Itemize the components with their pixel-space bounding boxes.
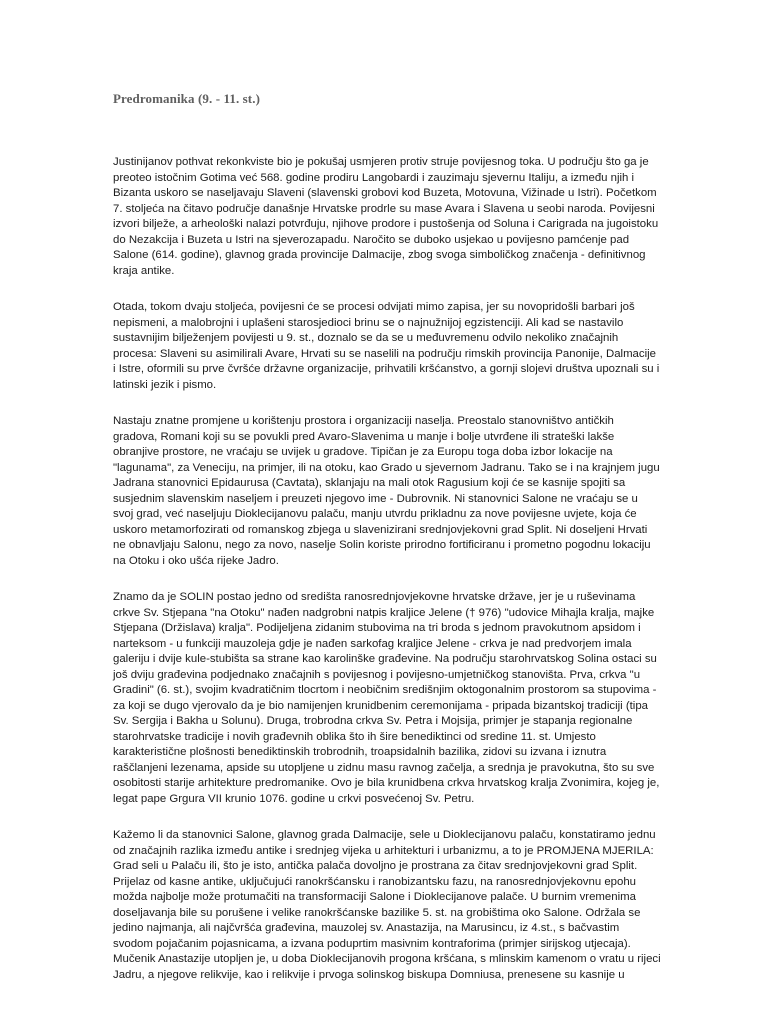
- paragraph: Nastaju znatne promjene u korištenju prostora i organizaciji naselja. Preostalo stanovništvo antičkih gradova, Romani koji su se povukli pred Avaro-Slavenima u manje i bolje utvrđene ili strateški lakše obranjive prostore, ne vraćaju se uvijek u gradove. Tipičan je za Europu toga doba izbor lokacije na "lagunama", za Veneciju, na primjer, ili na otoku, kao Grado u sjevernom Jadranu. Tako se i na krajnjem jugu Jadrana stanovnici Epidaurusa (Cavtata), sklanjaju na mali otok Ragusium koji će se kasnije spojiti sa susjednim slavenskim naseljem i preuzeti njegovo ime - Dubrovnik. Ni stanovnici Salone ne vraćaju se u svoj grad, već naseljuju Dioklecijanovu palaču, manju utvrdu prikladnu za nove povijesne uvjete, koja će uskoro metamorfozirati od romanskog zbjega u slavenizirani srednjovjekovni grad Split. Ni doseljeni Hrvati ne obnavljaju Salonu, nego za novo, naselje Solin koriste prirodno fortificiranu i prometno pogodnu lokaciju na Otoku i oko ušća rijeke Jadro.: [113, 415, 660, 567]
- paragraph: Otada, tokom dvaju stoljeća, povijesni će se procesi odvijati mimo zapisa, jer su novopridošli barbari još nepismeni, a malobrojni i uplašeni starosjedioci brinu se o najnužnijoj egzistenciji. Ali kad se nastavilo sustavnijim bilježenjem povijesti u 9. st., doznalo se da se u međuvremenu odvilo nekoliko značajnih procesa: Slaveni su asimilirali Avare, Hrvati su se naselili na području rimskih provincija Panonije, Dalmacije i Istre, oformili su prve čvršće državne organizacije, prihvatili kršćanstvo, a gornji slojevi društva upoznali su i latinski jezik i pismo.: [113, 301, 660, 391]
- page-title: Predromanika (9. - 11. st.): [113, 91, 261, 106]
- document-body: [113, 155, 661, 1004]
- paragraph: Justinijanov pothvat rekonkviste bio je pokušaj usmjeren protiv struje povijesnog toka. U području što ga je preoteo istočnim Gotima već 568. godine prodiru Langobardi i zauzimaju sjevernu Italiju, a između njih i Bizanta uskoro se naseljavaju Slaveni (slavenski grobovi kod Buzeta, Motovuna, Vižinade u Istri). Početkom 7. stoljeća na čitavo područje današnje Hrvatske prodrle su mase Avara i Slavena u seobi naroda. Povijesni izvori bilježe, a arheološki nalazi potvrđuju, njihove prodore i pustošenja od Soluna i Carigrada na jugoistoku do Nezakcija i Buzeta u Istri na sjeverozapadu. Naročito se duboko usjekao u povijesno pamćenje pad Salone (614. godine), glavnog grada provincije Dalmacije, zbog svoga simboličkog značenja - definitivnog kraja antike.: [113, 156, 659, 277]
- paragraph: Kažemo li da stanovnici Salone, glavnog grada Dalmacije, sele u Dioklecijanovu palaču, konstatiramo jednu od značajnih razlika između antike i srednjeg vijeka u arhitekturi i urbanizmu, a to je PROMJENA MJERILA: Grad seli u Palaču ili, što je isto, antička palača dovoljno je prostrana za čitav srednjovjekovni grad Split. Prijelaz od kasne antike, uključujući ranokršćansku i ranobizantsku fazu, na ranosrednjovjekovnu epohu možda najbolje može protumačiti na transformaciji Salone i Dioklecijanove palače. U burnim vremenima doseljavanja bile su porušene i velike ranokršćanske bazilike 5. st. na grobištima oko Salone. Održala se jedino najmanja, ali najčvršća građevina, mauzolej sv. Anastazija, na Marusincu, iz 4.st., s bačvastim svodom pojačanim pojasnicama, a izvana poduprtim masivnim kontraforima (primjer sirijskog utjecaja). Mučenik Anastazije utopljen je, u doba Dioklecijanovih progona kršćana, s mlinskim kamenom o vratu u rijeci Jadru, a njegove relikvije, kao i relikvije i prvoga solinskog biskupa Domniusa, prenesene su kasnije u: [113, 829, 661, 981]
- paragraph: Znamo da je SOLIN postao jedno od središta ranosrednjovjekovne hrvatske države, jer je u ruševinama crkve Sv. Stjepana "na Otoku" nađen nadgrobni natpis kraljice Jelene († 976) "udovice Mihajla kralja, majke Stjepana (Držislava) kralja". Podijeljena zidanim stubovima na tri broda s jednom pravokutnom apsidom i narteksom - u funkciji mauzoleja gdje je nađen sarkofag kraljice Jelene - crkva je nad predvorjem imala galeriju i dvije kule-stubišta sa strane kao karolinške građevine. Na području starohrvatskog Solina ostaci su još dviju građevina podjednako značajnih s povijesnog i povijesno-umjetničkog stanovišta. Prva, crkva "u Gradini" (6. st.), svojim kvadratičnim tlocrtom i neobičnim središnjim oktogonalnim prostorom sa stupovima - za koji se dugo vjerovalo da je bio namijenjen krunidbenim ceremonijama - pripada bizantskoj tradiciji (tipa Sv. Sergija i Bakha u Solunu). Druga, trobrodna crkva Sv. Petra i Mojsija, primjer je stapanja regionalne starohrvatske tradicije i novih građevnih oblika što ih šire benediktinci od sredine 11. st. Umjesto karakteristične plošnosti benediktinskih trobrodnih, troapsidalnih bazilika, zidovi su izvana i iznutra raščlanjeni lezenama, apside su utopljene u zidnu masu ravnog začelja, a srednja je pravokutna, što su sve osobitosti starije arhitekture predromanike. Ovo je bila krunidbena crkva hrvatskog kralja Zvonimira, kojeg je, legat pape Grgura VII krunio 1076. godine u crkvi posvećenoj Sv. Petru.: [113, 591, 660, 805]
